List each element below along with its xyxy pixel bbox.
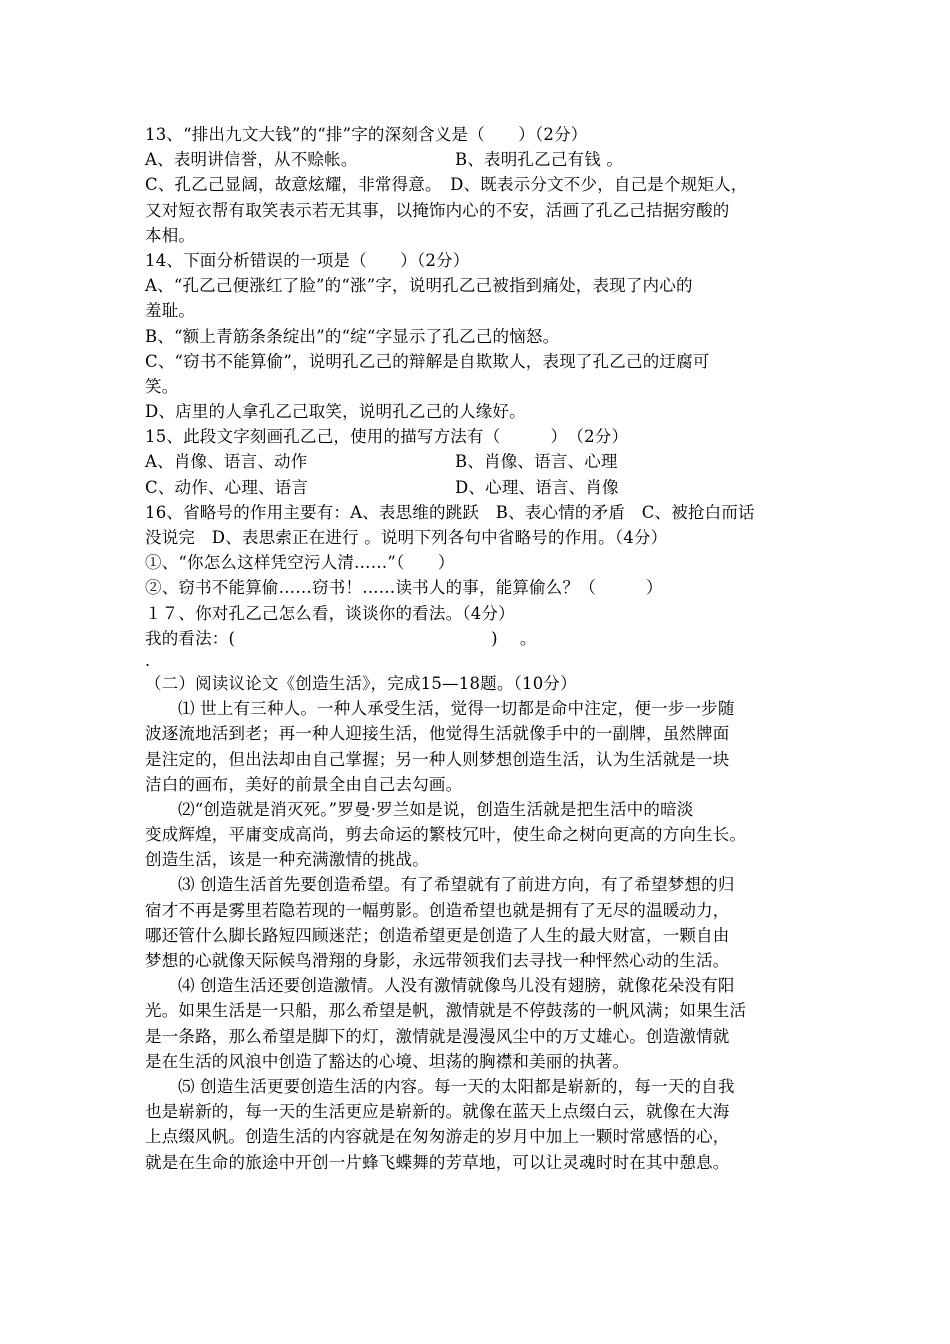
paragraph-line: 上点缀风帆。创造生活的内容就是在匆匆游走的岁月中加上一颗时常感悟的心， <box>145 1127 730 1147</box>
exam-page <box>145 122 815 1175</box>
section-2-heading: （二）阅读议论文《创造生活》，完成15—18题。（10分） <box>145 673 577 693</box>
paragraph-line: ⑸ 创造生活更要创造生活的内容。每一天的太阳都是崭新的，每一天的自我 <box>178 1076 735 1096</box>
paragraph-line: 也是崭新的，每一天的生活更应是崭新的。就像在蓝天上点缀白云，就像在大海 <box>145 1102 730 1122</box>
question-15-option-c: C、动作、心理、语言 <box>145 477 309 497</box>
paragraph-line: 梦想的心就像天际候鸟滑翔的身影，永远带领我们去寻找一种怦然心动的生活。 <box>145 951 730 970</box>
question-13-option-cd: C、孔乙己显阔，故意炫耀，非常得意。 D、既表示分文不少，自己是个规矩人， <box>145 175 748 195</box>
question-17 <box>145 601 815 651</box>
paragraph-2 <box>145 797 815 873</box>
question-15-options-ab <box>145 449 815 474</box>
paragraph-line: 是注定的，但出法却由自己掌握；另一种人则梦想创造生活，认为生活就是一块 <box>145 749 730 769</box>
section-2 <box>145 671 815 1175</box>
question-14-option-b: B、“额上青筋条条绽出”的“绽“字显示了孔乙己的恼怒。 <box>145 326 560 346</box>
paragraph-line: 就是在生命的旅途中开创一片蜂飞蝶舞的芳草地，可以让灵魂时时在其中憩息。 <box>145 1152 730 1172</box>
question-15-option-a: A、肖像、语言、动作 <box>145 452 308 472</box>
question-14-option-a: A、“孔乙己便涨红了脸”的“涨”字，说明孔乙己被指到痛处，表现了内心的 <box>145 276 693 296</box>
question-13-option-b: B、表明孔乙己有钱 。 <box>455 150 624 170</box>
question-16-stem-cont: 没说完 D、表思索正在进行 。说明下列各句中省略号的作用。（4分） <box>145 528 668 547</box>
paragraph-line: ⑵“创造就是消灭死。”罗曼·罗兰如是说，创造生活就是把生活中的暗淡 <box>178 799 694 819</box>
question-15-option-d: D、心理、语言、肖像 <box>455 477 619 497</box>
paragraph-line: 是在生活的风浪中创造了豁达的心境、坦荡的胸襟和美丽的执著。 <box>145 1051 630 1071</box>
question-15-options-cd <box>145 475 815 500</box>
question-14 <box>145 248 815 424</box>
question-13-option-d-end: 本相。 <box>145 225 196 245</box>
paragraph-line: 创造生活，该是一种充满激情的挑战。 <box>145 850 429 870</box>
paragraph-4 <box>145 973 815 1074</box>
question-14-option-c: C、“窃书不能算偷”，说明孔乙己的辩解是自欺欺人，表现了孔乙己的迂腐可 <box>145 351 710 371</box>
paragraph-line: ⑶ 创造生活首先要创造希望。有了希望就有了前进方向，有了希望梦想的归 <box>178 875 735 895</box>
question-14-option-a-cont: 羞耻。 <box>145 301 196 321</box>
question-15 <box>145 424 815 500</box>
question-14-option-c-cont: 笑。 <box>145 376 179 396</box>
question-16 <box>145 500 815 601</box>
paragraph-line: 光。如果生活是一只船，那么希望是帆，激情就是不停鼓荡的一帆风满；如果生活 <box>145 1001 747 1021</box>
question-16-item-1: ①、“你怎么这样凭空污人清……”（ ） <box>145 553 455 573</box>
paragraph-line: 宿才不再是雾里若隐若现的一幅剪影。创造希望也就是拥有了无尽的温暖动力， <box>145 900 730 920</box>
paragraph-line: 变成辉煌，平庸变成高尚，剪去命运的繁枝冗叶，使生命之树向更高的方向生长。 <box>145 825 747 845</box>
paragraph-1 <box>145 696 815 797</box>
question-13-options-ab <box>145 147 815 172</box>
paragraph-line: 是一条路，那么希望是脚下的灯，激情就是漫漫风尘中的万丈雄心。创造激情就 <box>145 1026 730 1046</box>
question-14-option-d: D、店里的人拿孔乙己取笑，说明孔乙己的人缘好。 <box>145 402 526 422</box>
stray-dot: . <box>145 650 151 670</box>
question-13 <box>145 122 815 248</box>
paragraph-line: ⑷ 创造生活还要创造激情。人没有激情就像鸟儿没有翅膀，就像花朵没有阳 <box>178 976 735 996</box>
paragraph-5 <box>145 1074 815 1175</box>
question-13-option-d-cont: 又对短衣帮有取笑表示若无其事，以掩饰内心的不安，活画了孔乙己拮据穷酸的 <box>145 200 730 220</box>
paragraph-3 <box>145 872 815 973</box>
question-16-stem: 16、省略号的作用主要有：A、表思维的跳跃 B、表心情的矛盾 C、被抢白而话 <box>145 502 755 522</box>
question-15-stem: 15、此段文字刻画孔乙己，使用的描写方法有（ ） （2分） <box>145 427 629 447</box>
paragraph-line: 洁白的画布，美好的前景全由自己去勾画。 <box>145 774 463 794</box>
paragraph-line: 哪还管什么脚长路短四顾迷茫；创造希望更是创造了人生的最大财富，一颗自由 <box>145 925 730 945</box>
question-16-item-2: ②、窃书不能算偷……窃书！……读书人的事，能算偷么？（ ） <box>145 578 663 598</box>
paragraph-line: 波逐流地活到老；再一种人迎接生活，他觉得生活就像手中的一副牌，虽然牌面 <box>145 724 730 744</box>
question-14-stem: 14、下面分析错误的一项是（ ）（2分） <box>145 250 470 270</box>
question-15-option-b: B、肖像、语言、心理 <box>455 452 618 472</box>
question-17-stem: １７、你对孔乙己怎么看，谈谈你的看法。（4分） <box>145 603 515 623</box>
question-13-option-a: A、表明讲信誉，从不赊帐。 <box>145 150 358 170</box>
question-17-answer-line: 我的看法：( ) 。 <box>145 628 537 648</box>
question-13-stem: 13、“排出九文大钱”的“排”字的深刻含义是（ ）（2分） <box>145 125 588 144</box>
paragraph-line: ⑴ 世上有三种人。一种人承受生活，觉得一切都是命中注定，便一步一步随 <box>178 699 735 719</box>
